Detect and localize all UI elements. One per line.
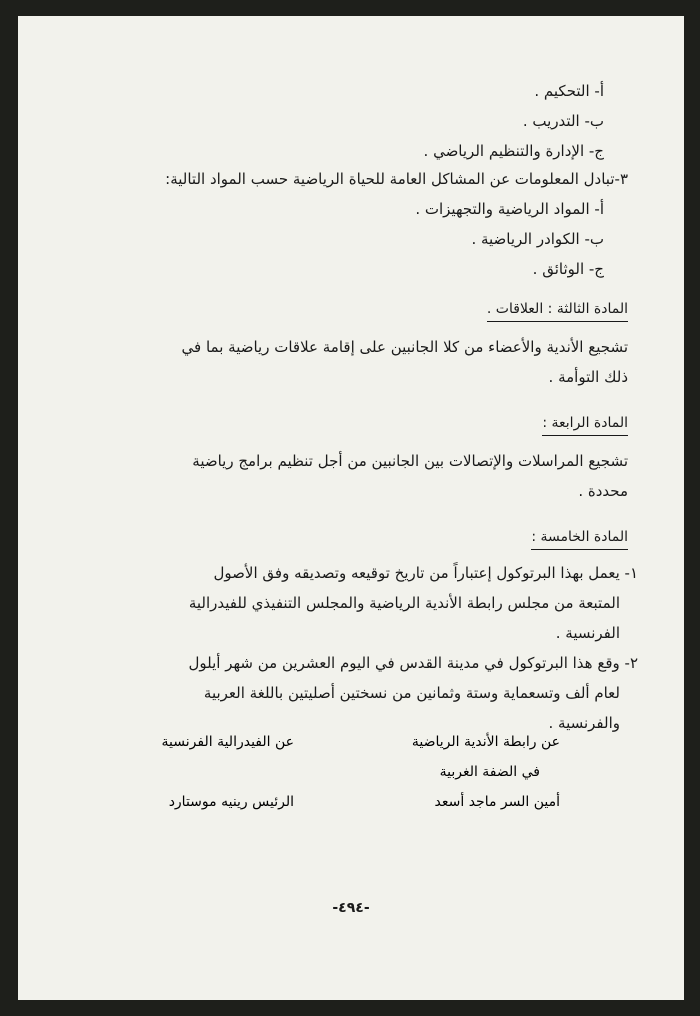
article-5-clause-2-line: والفرنسية . [548,714,620,732]
list-sub-item: ب- الكوادر الرياضية . [471,230,604,248]
article-5-clause-1-line: المتبعة من مجلس رابطة الأندية الرياضية والمجلس التنفيذي للفيدرالية [188,594,620,612]
list-item: ب- التدريب . [522,112,604,130]
article-3-text-line: ذلك التوأمة . [548,368,628,386]
article-4-heading: المادة الرابعة : [542,412,628,436]
signature-left-region: في الضفة الغربية [439,764,540,780]
signature-right-signer: الرئيس رينيه موستارد [168,794,294,810]
list-item-3-intro: ٣-تبادل المعلومات عن المشاكل العامة للحياة الرياضية حسب المواد التالية: [165,170,628,188]
article-5-clause-1-line: ١- يعمل بهذا البرتوكول إعتباراً من تاريخ توقيعه وتصديقه وفق الأصول [213,564,638,582]
signature-left-org: عن رابطة الأندية الرياضية [411,734,560,750]
signature-left-signer: أمين السر ماجد أسعد [434,794,560,810]
article-4-text-line: تشجيع المراسلات والإتصالات بين الجانبين من أجل تنظيم برامج رياضية [192,452,628,470]
list-sub-item: ج- الوثائق . [532,260,604,278]
document-page [18,16,684,1000]
article-5-clause-2-line: لعام ألف وتسعماية وستة وثمانين من نسختين أصليتين باللغة العربية [203,684,620,702]
page-number: -٤٩٤- [332,900,370,916]
signature-right-org: عن الفيدرالية الفرنسية [161,734,294,750]
article-4-text-line: محددة . [578,482,628,500]
article-5-clause-2-line: ٢- وقع هذا البرتوكول في مدينة القدس في اليوم العشرين من شهر أيلول [188,654,638,672]
list-sub-item: أ- المواد الرياضية والتجهيزات . [415,200,604,218]
article-5-heading: المادة الخامسة : [531,526,628,550]
list-item: أ- التحكيم . [534,82,604,100]
article-3-heading: المادة الثالثة : العلاقات . [487,298,628,322]
list-item: ج- الإدارة والتنظيم الرياضي . [423,142,604,160]
article-3-text-line: تشجيع الأندية والأعضاء من كلا الجانبين على إقامة علاقات رياضية بما في [181,338,628,356]
article-5-clause-1-line: الفرنسية . [555,624,620,642]
